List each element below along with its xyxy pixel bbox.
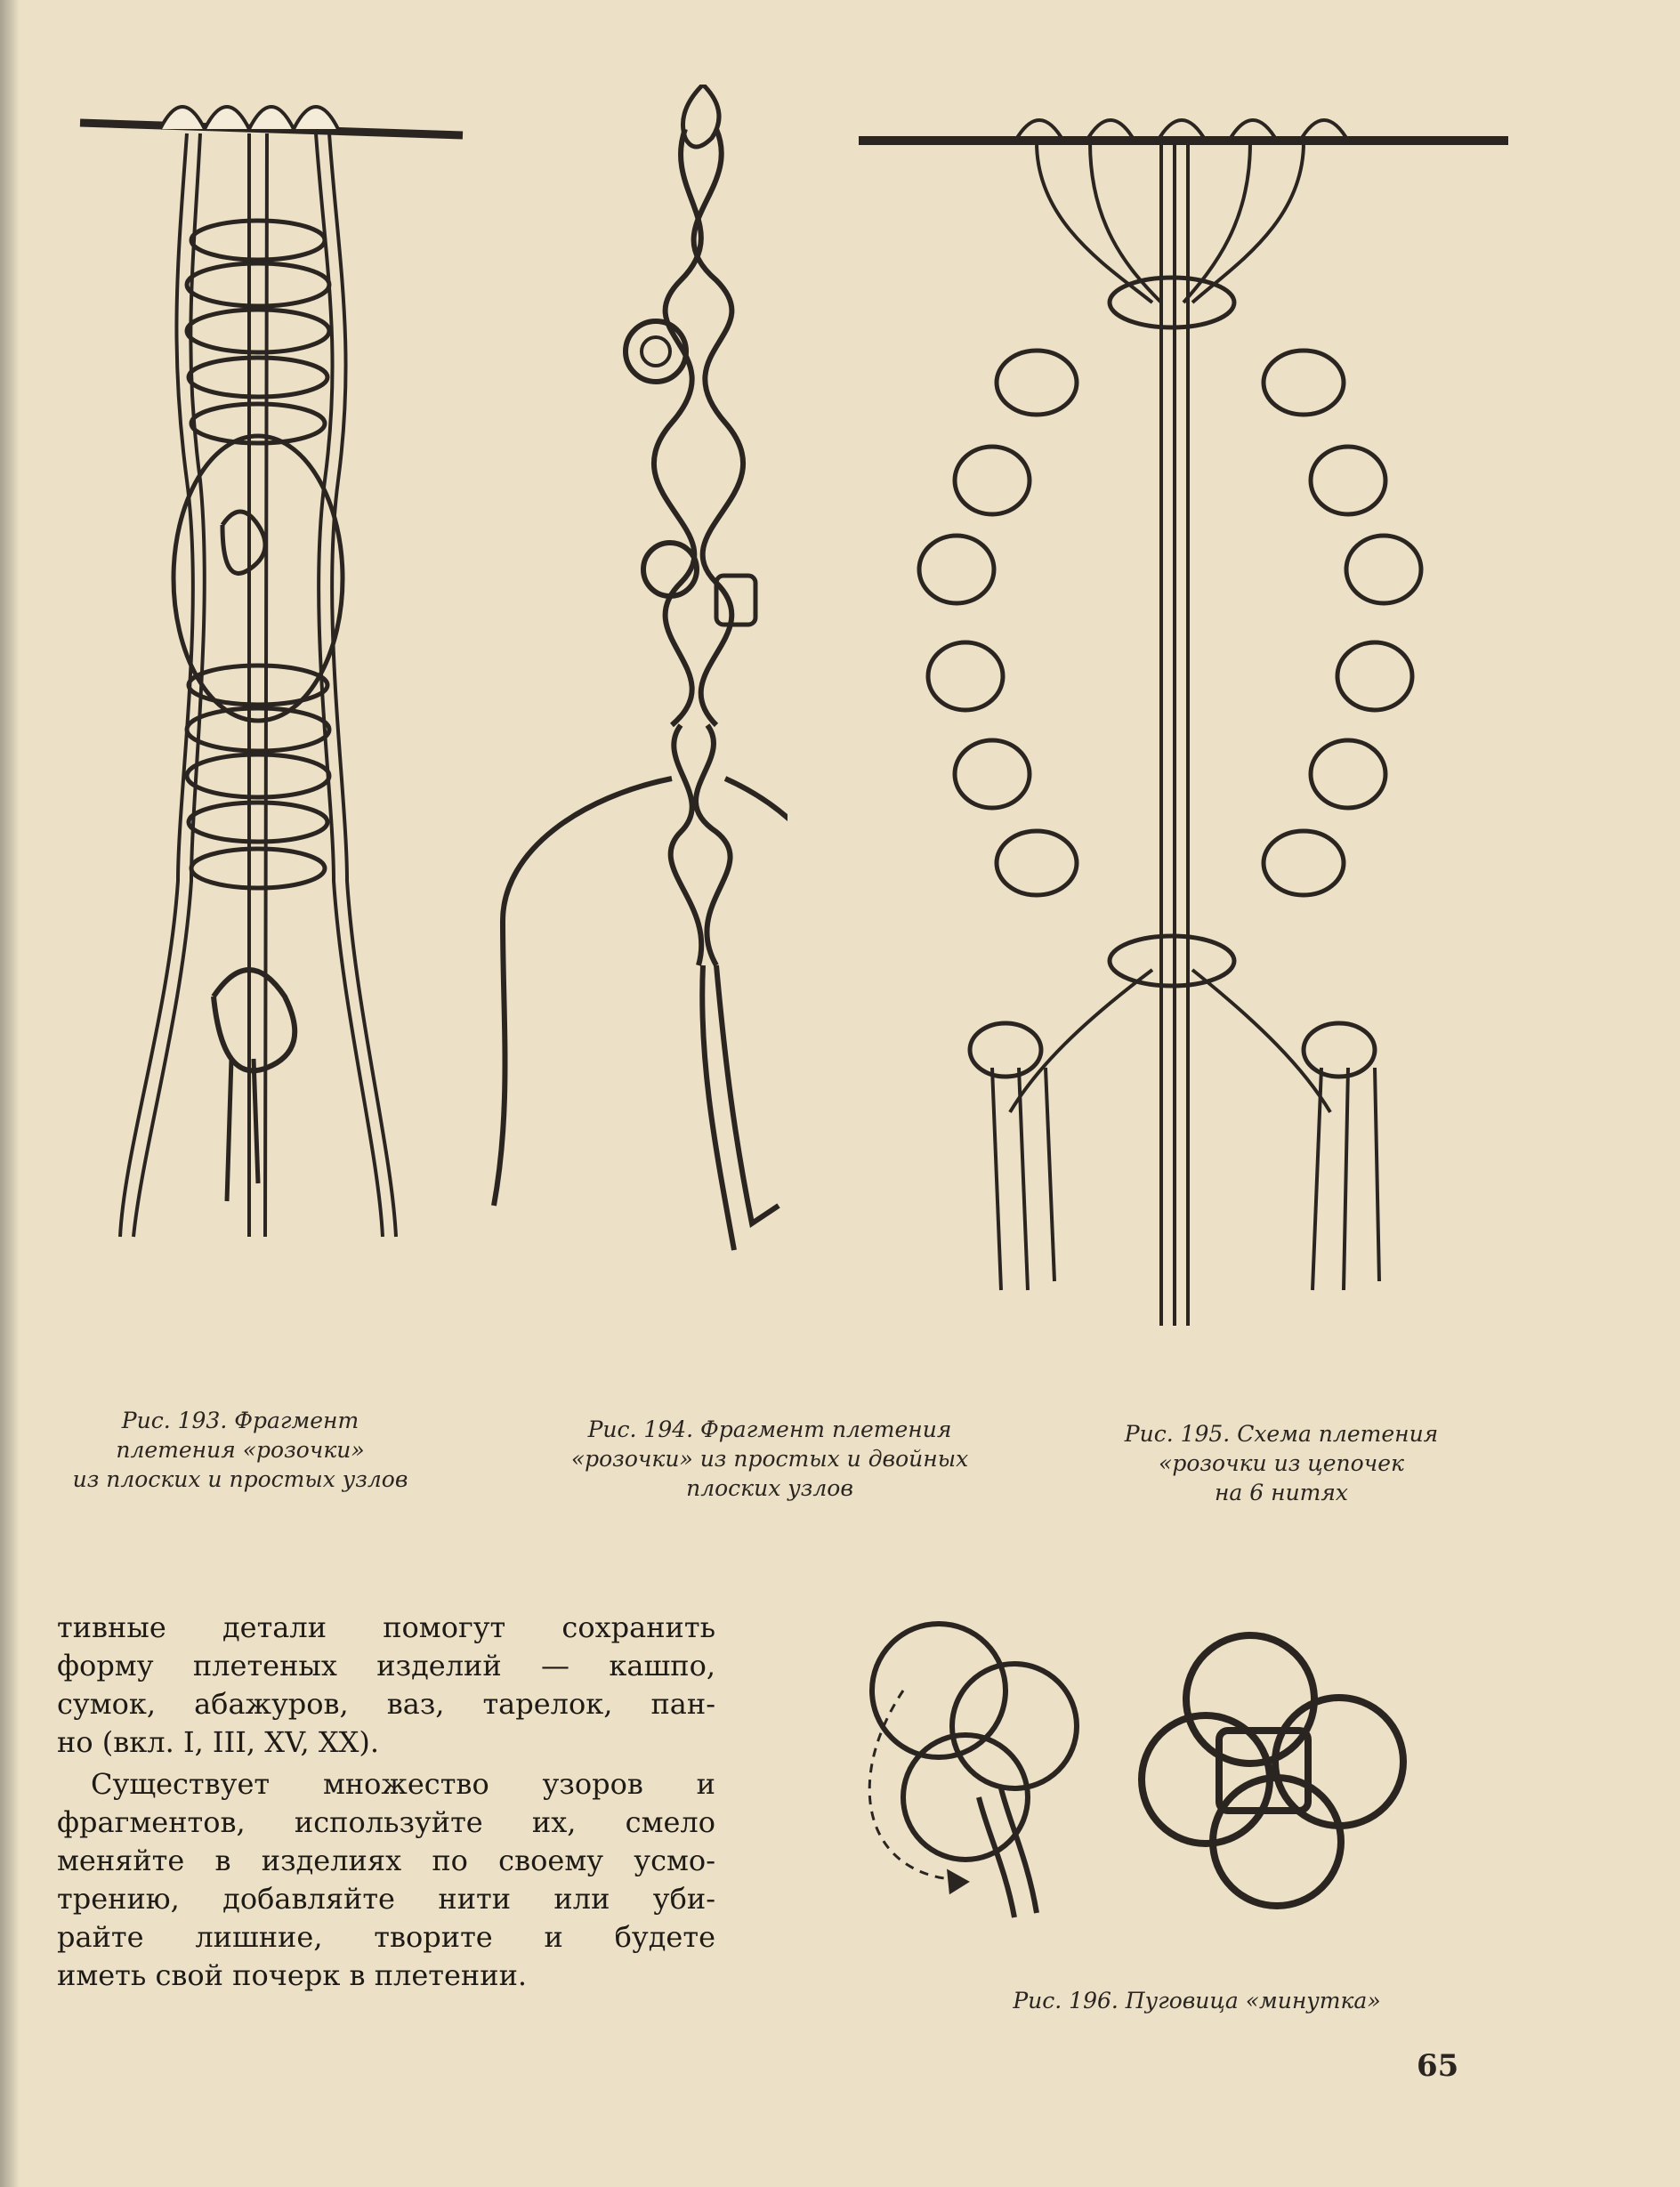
text-line: тивные детали помогут сохранить — [57, 1610, 715, 1644]
text-line: фрагментов, используйте их, смело — [57, 1805, 715, 1839]
caption-line: «розочки из цепочек — [1159, 1450, 1404, 1476]
page-number: 65 — [1417, 2048, 1459, 2084]
body-text — [57, 1609, 715, 1998]
caption-line: плоских узлов — [686, 1475, 853, 1501]
figure-194-illustration — [449, 85, 788, 1259]
text-line: трению, добавляйте нити или уби- — [57, 1882, 715, 1916]
paragraph-2 — [57, 1765, 715, 1995]
figure-195-illustration — [859, 89, 1517, 1335]
text-line: меняйте в изделиях по своему усмо- — [57, 1844, 715, 1877]
text-line: Существует множество узоров и — [91, 1767, 715, 1801]
caption-line: плетения «розочки» — [116, 1437, 365, 1463]
figure-196-caption — [952, 1986, 1442, 2015]
text-line: райте лишние, творите и будете — [57, 1920, 715, 1954]
figure-195-caption — [1081, 1419, 1482, 1507]
caption-line: на 6 нитях — [1214, 1480, 1349, 1505]
caption-line: Рис. 195. Схема плетения — [1124, 1421, 1439, 1447]
text-line: иметь свой почерк в плетении. — [57, 1958, 528, 1992]
caption-line: из плоских и простых узлов — [72, 1466, 408, 1492]
figure-194-caption — [503, 1415, 1037, 1503]
caption-line: Рис. 196. Пуговица «минутка» — [1013, 1988, 1381, 2013]
figure-196-illustration — [832, 1593, 1428, 1949]
text-line: сумок, абажуров, ваз, тарелок, пан- — [57, 1687, 715, 1721]
book-spine-shadow — [0, 0, 20, 2187]
text-line: форму плетеных изделий — кашпо, — [57, 1649, 715, 1683]
paragraph-1 — [57, 1609, 715, 1762]
caption-line: Рис. 193. Фрагмент — [121, 1408, 359, 1433]
text-line: но (вкл. I, III, XV, XX). — [57, 1725, 380, 1759]
figure-193-caption — [44, 1406, 436, 1494]
caption-line: «розочки» из простых и двойных — [570, 1446, 969, 1472]
figure-193-illustration — [71, 80, 481, 1255]
caption-line: Рис. 194. Фрагмент плетения — [587, 1416, 952, 1442]
